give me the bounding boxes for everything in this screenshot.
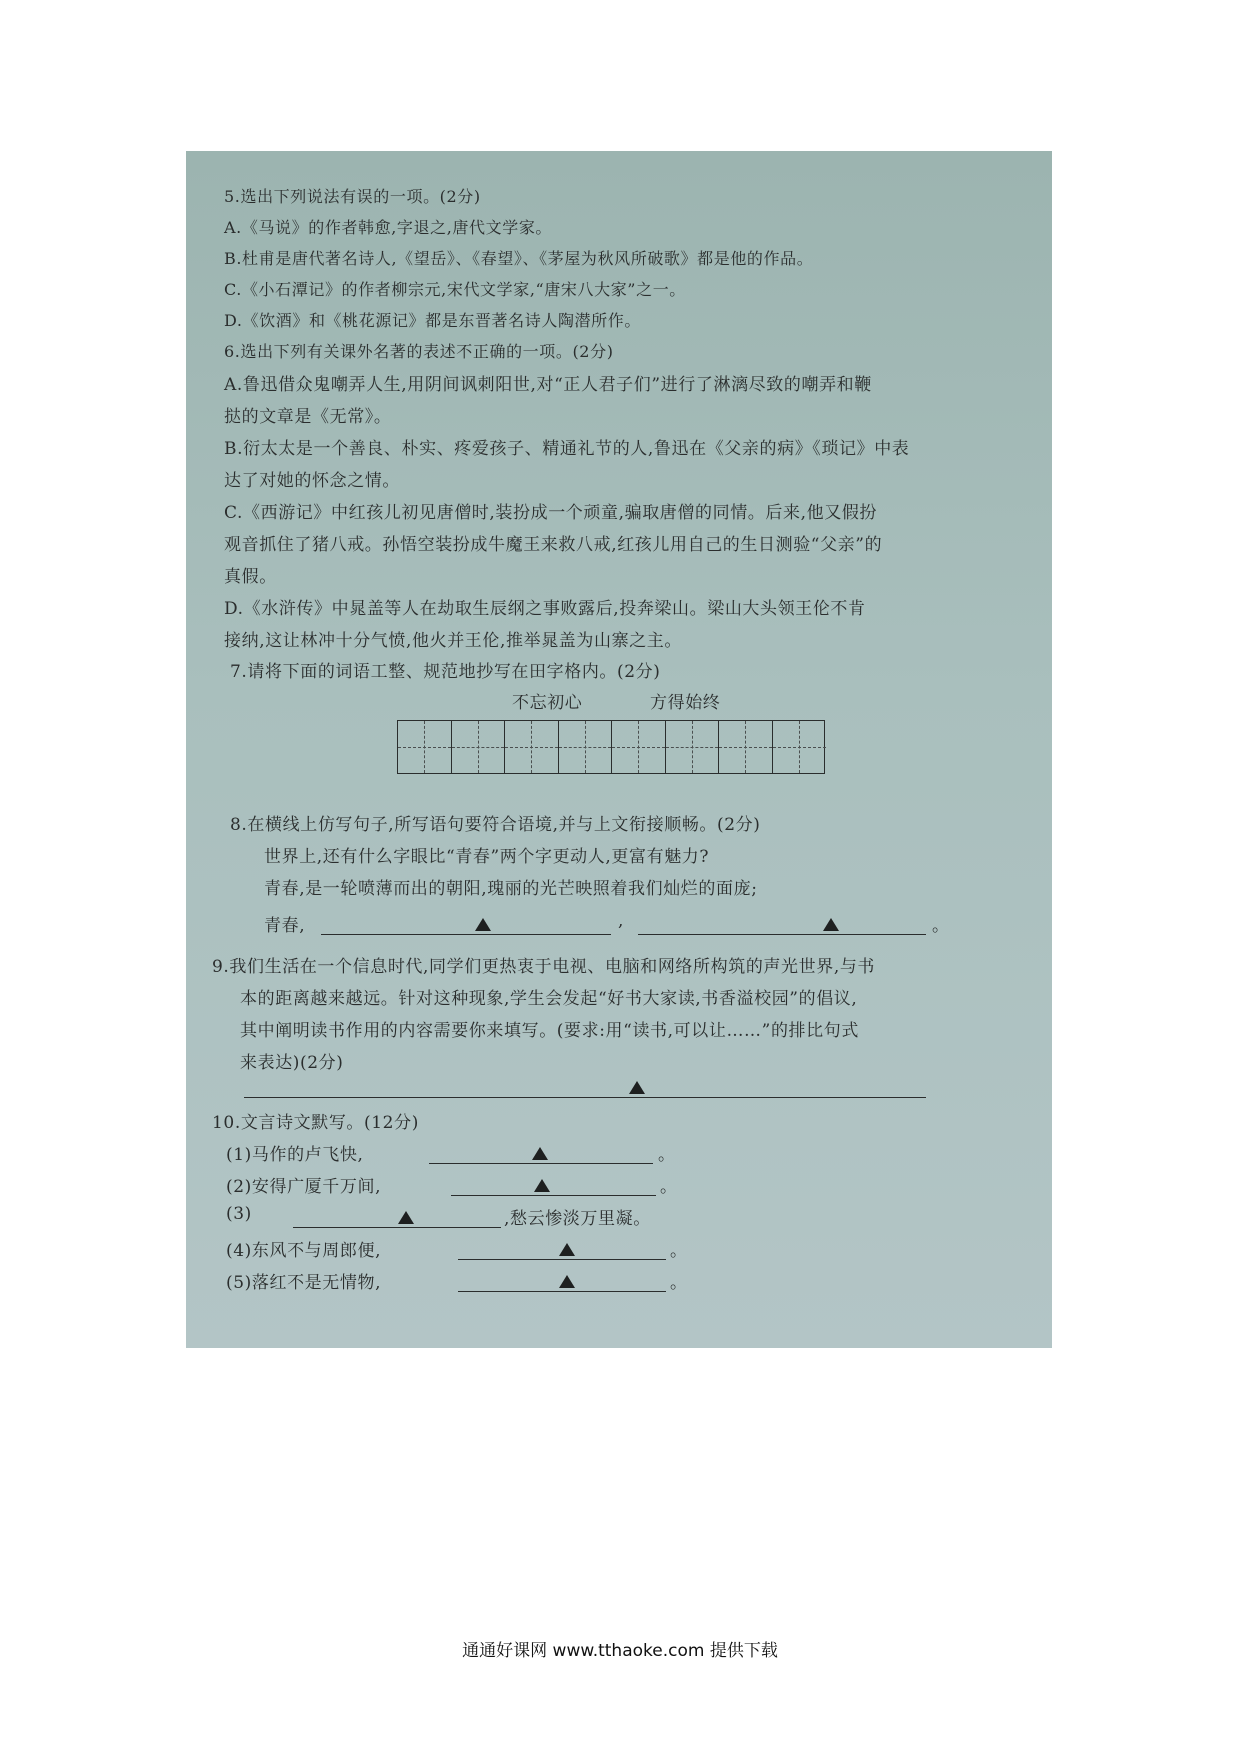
triangle-marker-icon bbox=[559, 1243, 575, 1256]
q10-item-5-period: 。 bbox=[670, 1273, 688, 1293]
q6-option-b-line1: B.衍太太是一个善良、朴实、疼爱孩子、精通礼节的人,鲁迅在《父亲的病》《琐记》中表 bbox=[224, 439, 910, 459]
grid-cell[interactable] bbox=[559, 721, 613, 773]
q10-item-2: (2)安得广厦千万间, bbox=[226, 1177, 382, 1197]
grid-cell[interactable] bbox=[666, 721, 720, 773]
q10-blank-4[interactable] bbox=[458, 1259, 666, 1260]
q9-line-1: 9.我们生活在一个信息时代,同学们更热衷于电视、电脑和网络所构筑的声光世界,与书 bbox=[212, 957, 876, 977]
q8-line-1: 世界上,还有什么字眼比“青春”两个字更动人,更富有魅力? bbox=[264, 847, 710, 867]
q8-comma: , bbox=[618, 911, 625, 931]
q10-blank-1[interactable] bbox=[429, 1163, 653, 1164]
q8-period: 。 bbox=[932, 916, 950, 936]
q6-option-a-line2: 挞的文章是《无常》。 bbox=[224, 407, 392, 427]
q10-item-1: (1)马作的卢飞快, bbox=[226, 1145, 364, 1165]
grid-cell[interactable] bbox=[773, 721, 827, 773]
q9-line-4: 来表达)(2分) bbox=[240, 1053, 344, 1073]
q7-phrase-2: 方得始终 bbox=[650, 693, 721, 713]
q8-answer-prefix: 青春, bbox=[264, 916, 306, 936]
triangle-marker-icon bbox=[532, 1147, 548, 1160]
q5-option-c: C.《小石潭记》的作者柳宗元,宋代文学家,“唐宋八大家”之一。 bbox=[224, 280, 686, 299]
q10-blank-2[interactable] bbox=[451, 1195, 656, 1196]
q5-stem: 5.选出下列说法有误的一项。(2分) bbox=[224, 187, 481, 206]
triangle-marker-icon bbox=[398, 1211, 414, 1224]
q10-blank-5[interactable] bbox=[458, 1291, 666, 1292]
grid-cell[interactable] bbox=[612, 721, 666, 773]
q6-option-b-line2: 达了对她的怀念之情。 bbox=[224, 471, 400, 491]
triangle-marker-icon bbox=[559, 1275, 575, 1288]
q8-line-2: 青春,是一轮喷薄而出的朝阳,瑰丽的光芒映照着我们灿烂的面庞; bbox=[264, 879, 758, 899]
q7-stem: 7.请将下面的词语工整、规范地抄写在田字格内。(2分) bbox=[230, 662, 661, 682]
q5-option-d: D.《饮酒》和《桃花源记》都是东晋著名诗人陶潜所作。 bbox=[224, 311, 641, 330]
q6-option-d-line1: D.《水浒传》中晁盖等人在劫取生辰纲之事败露后,投奔梁山。梁山大头领王伦不肯 bbox=[224, 599, 866, 619]
q5-option-a: A.《马说》的作者韩愈,字退之,唐代文学家。 bbox=[224, 218, 553, 237]
triangle-marker-icon bbox=[823, 918, 839, 931]
q10-blank-3[interactable] bbox=[293, 1227, 501, 1228]
q10-item-3-prefix: (3) bbox=[226, 1204, 252, 1224]
q10-item-4-period: 。 bbox=[670, 1241, 688, 1261]
q10-item-3-suffix: ,愁云惨淡万里凝。 bbox=[504, 1209, 651, 1229]
q6-option-c-line2: 观音抓住了猪八戒。孙悟空装扮成牛魔王来救八戒,红孩儿用自己的生日测验“父亲”的 bbox=[224, 535, 883, 555]
q9-line-3: 其中阐明读书作用的内容需要你来填写。(要求:用“读书,可以让……”的排比句式 bbox=[240, 1021, 859, 1041]
q6-option-d-line2: 接纳,这让林冲十分气愤,他火并王伦,推举晁盖为山寨之主。 bbox=[224, 631, 683, 651]
q6-option-c-line3: 真假。 bbox=[224, 567, 277, 587]
triangle-marker-icon bbox=[475, 918, 491, 931]
q10-item-5: (5)落红不是无情物, bbox=[226, 1273, 382, 1293]
q8-answer-blank-1[interactable] bbox=[321, 934, 611, 935]
grid-cell[interactable] bbox=[505, 721, 559, 773]
tianzige-grid[interactable] bbox=[397, 720, 825, 774]
q6-option-c-line1: C.《西游记》中红孩儿初见唐僧时,装扮成一个顽童,骗取唐僧的同情。后来,他又假扮 bbox=[224, 503, 878, 523]
q5-option-b: B.杜甫是唐代著名诗人,《望岳》、《春望》、《茅屋为秋风所破歌》都是他的作品。 bbox=[224, 249, 814, 268]
exam-photo bbox=[186, 151, 1052, 1348]
q9-line-2: 本的距离越来越远。针对这种现象,学生会发起“好书大家读,书香溢校园”的倡议, bbox=[240, 989, 858, 1009]
q10-item-2-period: 。 bbox=[660, 1177, 678, 1197]
q9-answer-blank[interactable] bbox=[244, 1097, 926, 1098]
q8-stem: 8.在横线上仿写句子,所写语句要符合语境,并与上文衔接顺畅。(2分) bbox=[230, 815, 761, 835]
q7-phrase-1: 不忘初心 bbox=[512, 693, 583, 713]
q6-stem: 6.选出下列有关课外名著的表述不正确的一项。(2分) bbox=[224, 342, 614, 361]
q8-answer-blank-2[interactable] bbox=[638, 934, 926, 935]
grid-cell[interactable] bbox=[452, 721, 506, 773]
footer-credit: 通通好课网 www.tthaoke.com 提供下载 bbox=[462, 1641, 778, 1661]
triangle-marker-icon bbox=[629, 1081, 645, 1094]
q10-stem: 10.文言诗文默写。(12分) bbox=[212, 1113, 419, 1133]
q6-option-a-line1: A.鲁迅借众鬼嘲弄人生,用阴间讽刺阳世,对“正人君子们”进行了淋漓尽致的嘲弄和鞭 bbox=[224, 375, 872, 395]
q10-item-1-period: 。 bbox=[658, 1145, 676, 1165]
q10-item-4: (4)东风不与周郎便, bbox=[226, 1241, 382, 1261]
grid-cell[interactable] bbox=[398, 721, 452, 773]
grid-cell[interactable] bbox=[719, 721, 773, 773]
triangle-marker-icon bbox=[534, 1179, 550, 1192]
